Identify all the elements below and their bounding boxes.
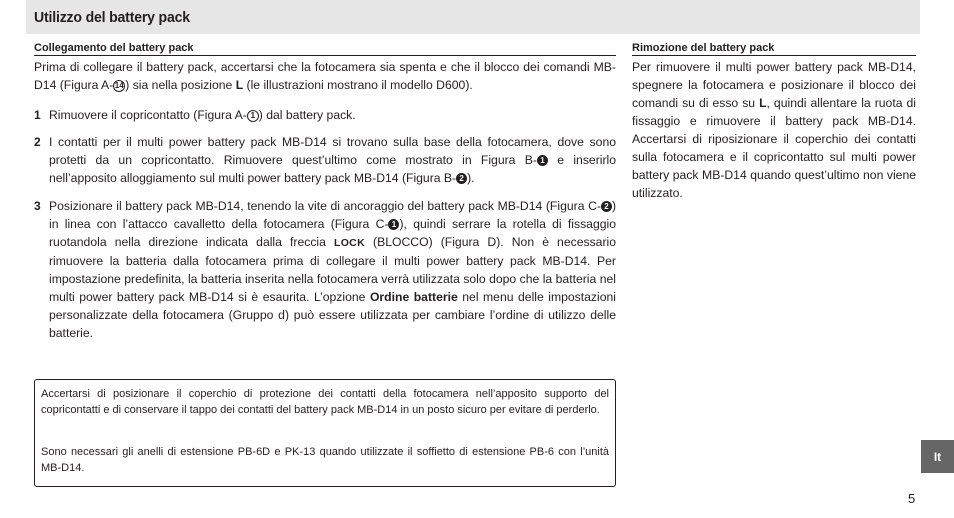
callout-1-icon: 1 <box>537 155 548 166</box>
callout-2-icon: 2 <box>601 201 612 212</box>
callout-1-icon: 1 <box>388 219 399 230</box>
step-number: 3 <box>34 199 41 213</box>
lock-label: LOCK <box>334 237 365 249</box>
callout-14-icon: 14 <box>114 81 124 90</box>
section-heading-connect: Collegamento del battery pack <box>34 42 616 56</box>
menu-option-name: Ordine batterie <box>369 290 458 304</box>
note-2: Sono necessari gli anelli di estensione PB-6D e PK-13 quando utilizzate il soffietto di estensione PB-6 con l’unità MB-D14. <box>41 446 609 475</box>
removal-paragraph: Per rimuovere il multi power battery pack MB-D14, spegnere la fotocamera e posizionare il blocco dei comandi su di esso su L, quindi allentare la ruota di fissaggio e rimuovere il battery pack MB-D14. Accertarsi di riposizionare il coperchio dei contatti sulla fotocamera e il copricontatto sul multi power battery pack MB-D14 quando quest’ultimo non viene utilizzato. <box>632 60 916 200</box>
intro-paragraph: Prima di collegare il battery pack, accertarsi che la fotocamera sia spenta e che il blocco dei comandi MB-D14 (Figura A- 14 ) sia nella posizione L (le illustrazioni mostrano il modello D600). <box>34 60 616 92</box>
step-number: 1 <box>34 108 41 122</box>
step-3: 3 Posizionare il battery pack MB-D14, tenendo la vite di ancoraggio del battery pack MB-D14 (Figura C- 2 ) in linea con l’attacco cavalletto della fotocamera (Figura C- 1 ), quindi serrare la rotella di fissaggio ruotandola nella direzione indicata dalla freccia LOCK (BLOCCO) (Figura D). Non è necessario rimuovere la batteria dalla fotocamera prima di collegare il multi power battery pack MB-D14. Per impostazione predefinita, la batteria inserita nella fotocamera verrà utilizzata solo dopo che la batteria nel multi power battery pack MB-D14 si è esaurita. L’opzione Ordine batterie nel menu delle impostazioni personalizzate della fotocamera (Gruppo d) può essere utilizzata per cambiare l’ordine di utilizzo delle batterie. <box>34 199 617 340</box>
step-2: 2 I contatti per il multi power battery pack MB-D14 si trovano sulla base della fotocamera, dove sono protetti da un copricontatto. Rimuovere quest’ultimo come mostrato in Figura B- 1 e inserirlo nell’apposito alloggiamento sul multi power battery pack MB-D14 (Figura B- 2 ). <box>34 135 617 185</box>
page-title: Utilizzo del battery pack <box>34 9 190 26</box>
callout-2-icon: 2 <box>456 173 467 184</box>
notes-box <box>34 379 616 487</box>
note-1: Accertarsi di posizionare il coperchio di protezione dei contatti della fotocamera nell’apposito supporto del copricontatti e di conservare il tappo dei contatti del battery pack MB-D14 in un posto sicuro per evitare di perderlo. <box>41 388 609 417</box>
page-number: 5 <box>908 491 916 506</box>
section-heading-remove: Rimozione del battery pack <box>632 42 916 56</box>
step-number: 2 <box>34 135 41 149</box>
callout-1-icon: 1 <box>247 110 259 122</box>
language-tab: It <box>921 440 954 473</box>
step-1: 1 Rimuovere il copricontatto (Figura A- 1 ) dal battery pack. <box>34 108 356 122</box>
